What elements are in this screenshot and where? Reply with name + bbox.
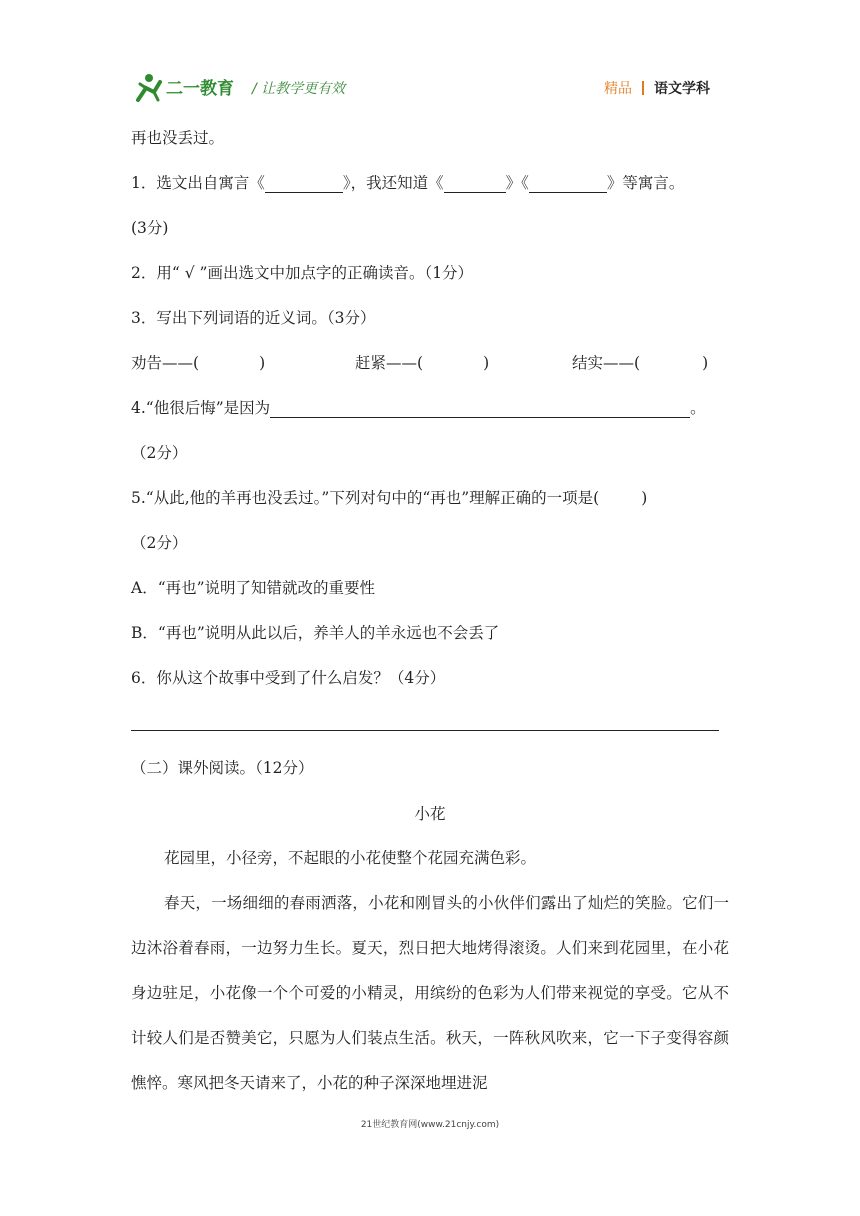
q3-word-1-label: 劝告——(	[131, 354, 200, 372]
continued-text: 再也没丢过。	[131, 129, 225, 147]
passage-paragraph-1: 花园里，小径旁，不起眼的小花使整个花园充满色彩。	[164, 849, 537, 867]
logo-text: 二一教育	[166, 79, 234, 99]
quality-tag: 精品	[604, 81, 632, 97]
q1-text-b: 》，我还知道《	[342, 174, 444, 192]
q1-text-c: 》《	[505, 174, 529, 192]
header-tags	[604, 78, 710, 98]
q1-blank-3[interactable]	[529, 174, 607, 193]
q1-blank-2[interactable]	[444, 174, 506, 193]
q5-close: )	[641, 489, 648, 507]
q4-answer-line[interactable]	[270, 399, 690, 418]
question-4	[131, 398, 706, 418]
header-divider	[642, 81, 644, 95]
passage-paragraph-2: 春天，一场细细的春雨洒落，小花和刚冒头的小伙伴们露出了灿烂的笑脸。它们一边沐浴着春雨，一边努力生长。夏天，烈日把大地烤得滚烫。人们来到花园里，在小花身边驻足，小花像一个个可爱的小精灵，用缤纷的色彩为人们带来视觉的享受。它从不计较人们是否赞美它，只愿为人们装点生活。秋天，一阵秋风吹来，它一下子变得容颜憔悴。寒风把冬天请来了，小花的种子深深地埋进泥	[131, 894, 729, 1092]
q5-score: （2分）	[131, 534, 188, 552]
page-header	[134, 70, 724, 106]
q3-word-2	[355, 353, 489, 373]
q1-text-d: 》等寓言。	[606, 174, 685, 192]
option-b[interactable]: B．“再也”说明从此以后，养羊人的羊永远也不会丢了	[131, 624, 500, 642]
passage-title: 小花	[414, 805, 446, 823]
q1-score: (3分)	[131, 219, 169, 237]
q4-score: （2分）	[131, 444, 188, 462]
q6-answer-line[interactable]	[131, 730, 719, 731]
q3-word-1	[131, 353, 265, 373]
q1-text-a: 1．选文出自寓言《	[131, 174, 265, 192]
q4-text: 4.“他很后悔”是因为	[131, 399, 271, 417]
section-2-heading: （二）课外阅读。（12分）	[131, 759, 314, 777]
subject-tag: 语文学科	[654, 81, 710, 97]
q5-text: 5.“从此,他的羊再也没丢过。”下列对句中的“再也”理解正确的一项是(	[131, 489, 600, 507]
brand-logo	[134, 72, 246, 102]
q3-word-3-label: 结实——(	[572, 354, 641, 372]
q3-word-2-close: )	[483, 354, 490, 372]
q3-word-2-label: 赶紧——(	[355, 354, 424, 372]
question-5	[131, 488, 647, 508]
question-3: 3．写出下列词语的近义词。（3分）	[131, 309, 376, 327]
q3-word-3	[572, 353, 708, 373]
q3-word-3-close: )	[702, 354, 709, 372]
question-1	[131, 173, 684, 193]
q3-word-1-close: )	[259, 354, 266, 372]
q4-period: 。	[690, 399, 706, 417]
page-footer: 21世纪教育网(www.21cnjy.com)	[360, 1120, 500, 1130]
question-6: 6．你从这个故事中受到了什么启发？（4分）	[131, 669, 446, 687]
q1-blank-1[interactable]	[265, 174, 343, 193]
header-slogan: / 让教学更有效	[252, 81, 346, 97]
option-a[interactable]: A．“再也”说明了知错就改的重要性	[131, 579, 376, 597]
question-2: 2．用“ √ ”画出选文中加点字的正确读音。（1分）	[131, 264, 474, 282]
